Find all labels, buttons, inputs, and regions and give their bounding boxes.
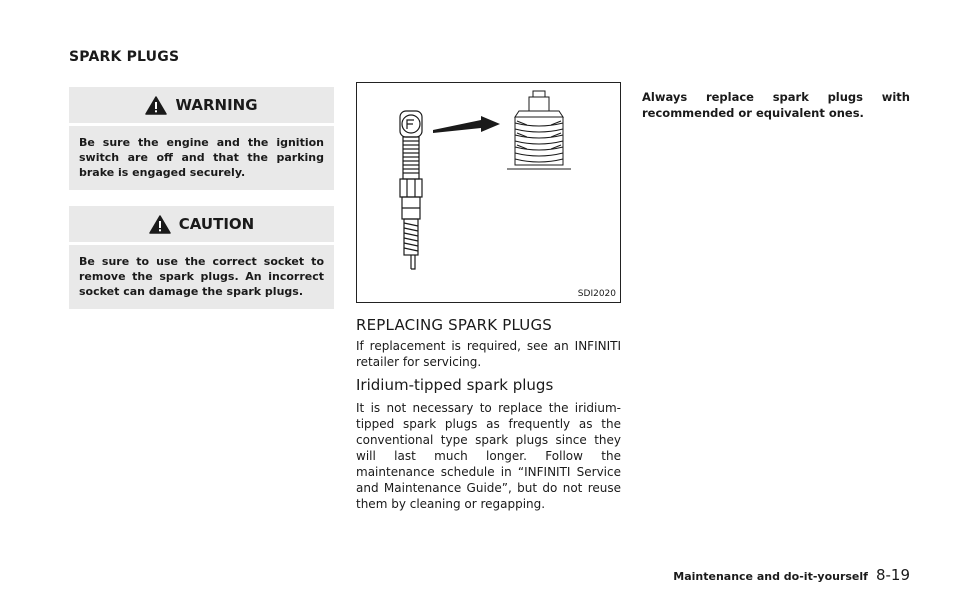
section-title: SPARK PLUGS: [69, 49, 180, 65]
caution-icon: [149, 215, 171, 234]
replacement-note: Always replace spark plugs with recommended or equivalent ones.: [642, 90, 910, 120]
replacing-heading: REPLACING SPARK PLUGS: [356, 316, 553, 334]
caution-text: Be sure to use the correct socket to remove the spark plugs. An incorrect socket can damage the spark plugs.: [79, 255, 324, 298]
warning-header: [69, 87, 334, 123]
replacing-text: If replacement is required, see an INFINITI retailer for servicing.: [356, 339, 621, 369]
spark-plug-drawing: [400, 111, 422, 269]
spark-plug-figure: [356, 82, 621, 303]
figure-id: SDI2020: [577, 289, 616, 299]
page-number: 8-19: [875, 566, 910, 584]
caution-box: [69, 206, 334, 309]
warning-text: Be sure the engine and the ignition switch are off and that the parking brake is engaged securely.: [79, 136, 324, 179]
arrow-icon: [433, 116, 500, 133]
warning-icon: [145, 96, 167, 115]
iridium-heading: Iridium-tipped spark plugs: [356, 376, 554, 394]
caution-title: CAUTION: [178, 215, 255, 233]
warning-title: WARNING: [175, 96, 258, 114]
spark-plug-illustration: [357, 83, 620, 302]
warning-box: [69, 87, 334, 190]
caution-header: [69, 206, 334, 242]
chapter-title: Maintenance and do-it-yourself: [673, 570, 868, 583]
page-footer: [673, 566, 910, 584]
socket-drawing: [507, 91, 571, 169]
iridium-text: It is not necessary to replace the iridium-tipped spark plugs as frequently as the conventional type spark plugs since they will last much longer. Follow the maintenance schedule in “INFINITI Service and Maintenance Guide”, but do not reuse them by cleaning or regapping.: [356, 401, 621, 511]
